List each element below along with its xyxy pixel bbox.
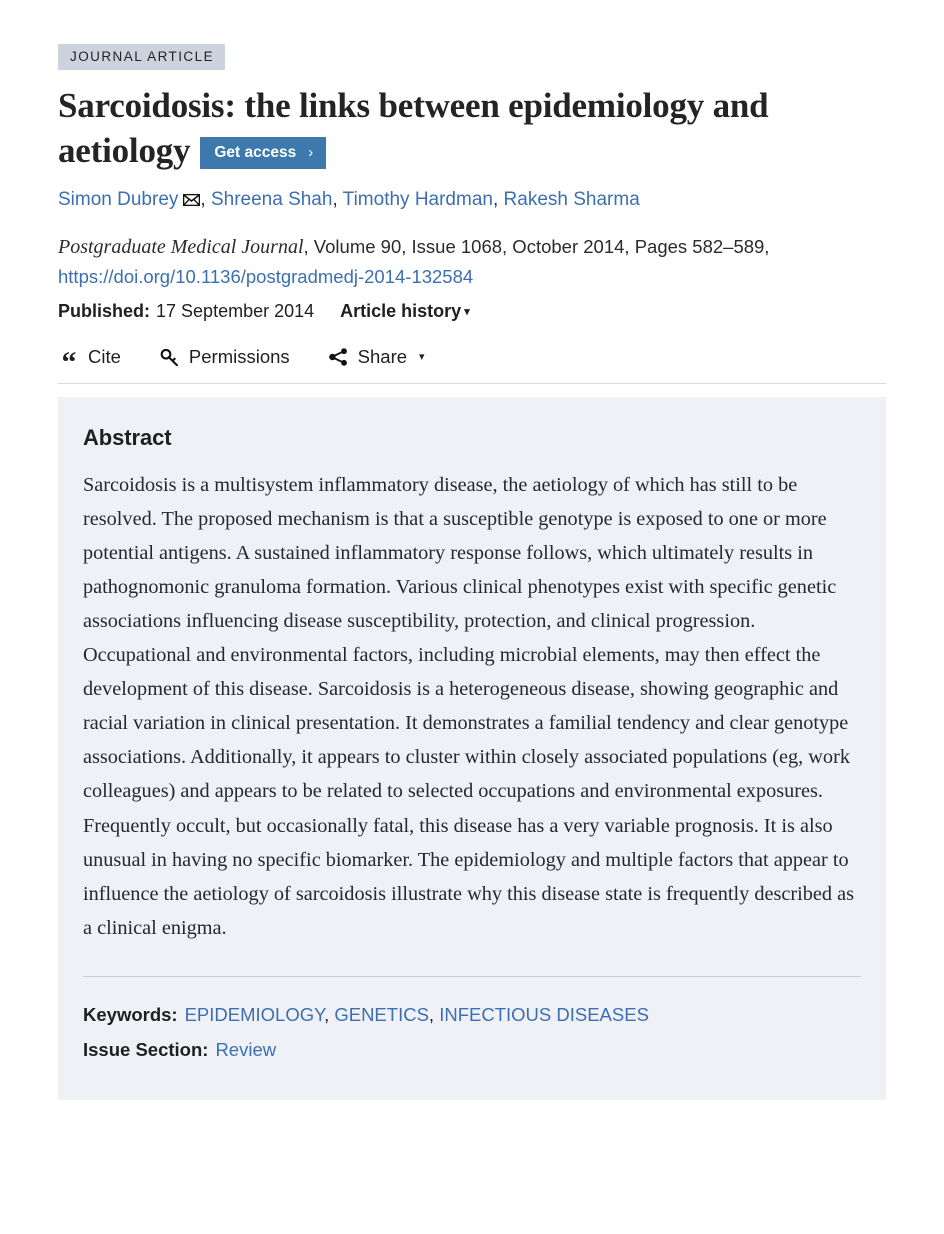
author-separator-1: , [332,188,343,210]
author-link-0[interactable]: Simon Dubrey [58,188,179,210]
get-access-label: Get access [214,143,297,161]
author-separator-0: , [200,188,211,210]
quote-icon: “ [61,346,76,380]
abstract-text: Sarcoidosis is a multisystem inflammatory disease, the aetiology of which has still to be resolved. The proposed mechanism is that a susceptible genotype is exposed to one or more potential antigens. A sustained inflammatory response follows, which ultimately results in pathognomonic granuloma formation. Various clinical phenotypes exist with specific genetic associations influencing disease susceptibility, protection, and clinical progression. Occupational and environmental factors, including microbial elements, may then effect the development of this disease. Sarcoidosis is a heterogeneous disease, showing geographic and racial variation in clinical presentation. It demonstrates a familial tendency and clear genotype associations. Additionally, it appears to cluster within closely associated populations (eg, work colleagues) and appears to be related to selected occupations and environmental exposures. Frequently occult, but occasionally fatal, this disease has a very variable prognosis. It is also unusual in having no specific biomarker. The epidemiology and multiple factors that appear to influence the aetiology of sarcoidosis illustrate why this disease state is frequently described as a clinical enigma. [83,473,855,939]
article-type-badge: JOURNAL ARTICLE [58,44,225,70]
envelope-icon[interactable] [183,194,200,206]
keyword-separator-1: , [428,1003,440,1025]
cite-label: Cite [88,346,121,368]
keyword-link-2[interactable]: INFECTIOUS DISEASES [439,1003,649,1025]
author-list [58,187,886,213]
issue-section-label: Issue Section: [83,1038,209,1060]
share-button[interactable] [328,348,425,367]
published-label: Published: [58,301,151,322]
permissions-label: Permissions [188,346,290,368]
author-link-2[interactable]: Timothy Hardman [342,188,493,210]
keywords-values [185,1004,649,1025]
share-icon [328,348,349,366]
get-access-button[interactable] [200,137,326,170]
keywords-row [83,1001,861,1029]
abstract-panel [58,397,886,1101]
journal-name: Postgraduate Medical Journal [58,236,304,259]
article-action-toolbar [58,348,886,384]
keywords-label: Keywords: [83,1003,178,1025]
key-icon [159,348,180,366]
chevron-down-icon: ▾ [419,350,425,363]
abstract-divider [83,976,861,977]
keyword-link-0[interactable]: EPIDEMIOLOGY [184,1003,325,1025]
author-link-3[interactable]: Rakesh Sharma [503,188,640,210]
cite-button[interactable] [58,346,121,380]
issue-section-row [83,1036,861,1064]
article-header [58,0,886,322]
title-row [58,84,886,174]
issue-section-link[interactable]: Review [215,1038,277,1060]
chevron-right-icon: › [308,143,314,161]
article-history-toggle[interactable] [340,301,470,321]
share-label: Share [357,346,408,368]
published-date: 17 September 2014 [156,301,315,322]
doi-link[interactable]: https://doi.org/10.1136/postgradmedj-2014-132584 [58,265,474,287]
author-link-1[interactable]: Shreena Shah [210,188,333,210]
published-row [58,301,886,322]
keyword-separator-0: , [324,1003,335,1025]
article-history-label: Article history [340,301,462,322]
citation-line [58,233,886,290]
permissions-button[interactable] [159,348,290,367]
citation-details: , Volume 90, Issue 1068, October 2014, Pages 582–589, [303,236,770,258]
page-title: Sarcoidosis: the links between epidemiology and aetiology [58,86,769,170]
abstract-heading: Abstract [83,424,172,450]
chevron-down-icon: ▾ [464,306,470,319]
keyword-link-1[interactable]: GENETICS [334,1003,429,1025]
author-separator-2: , [492,188,504,210]
